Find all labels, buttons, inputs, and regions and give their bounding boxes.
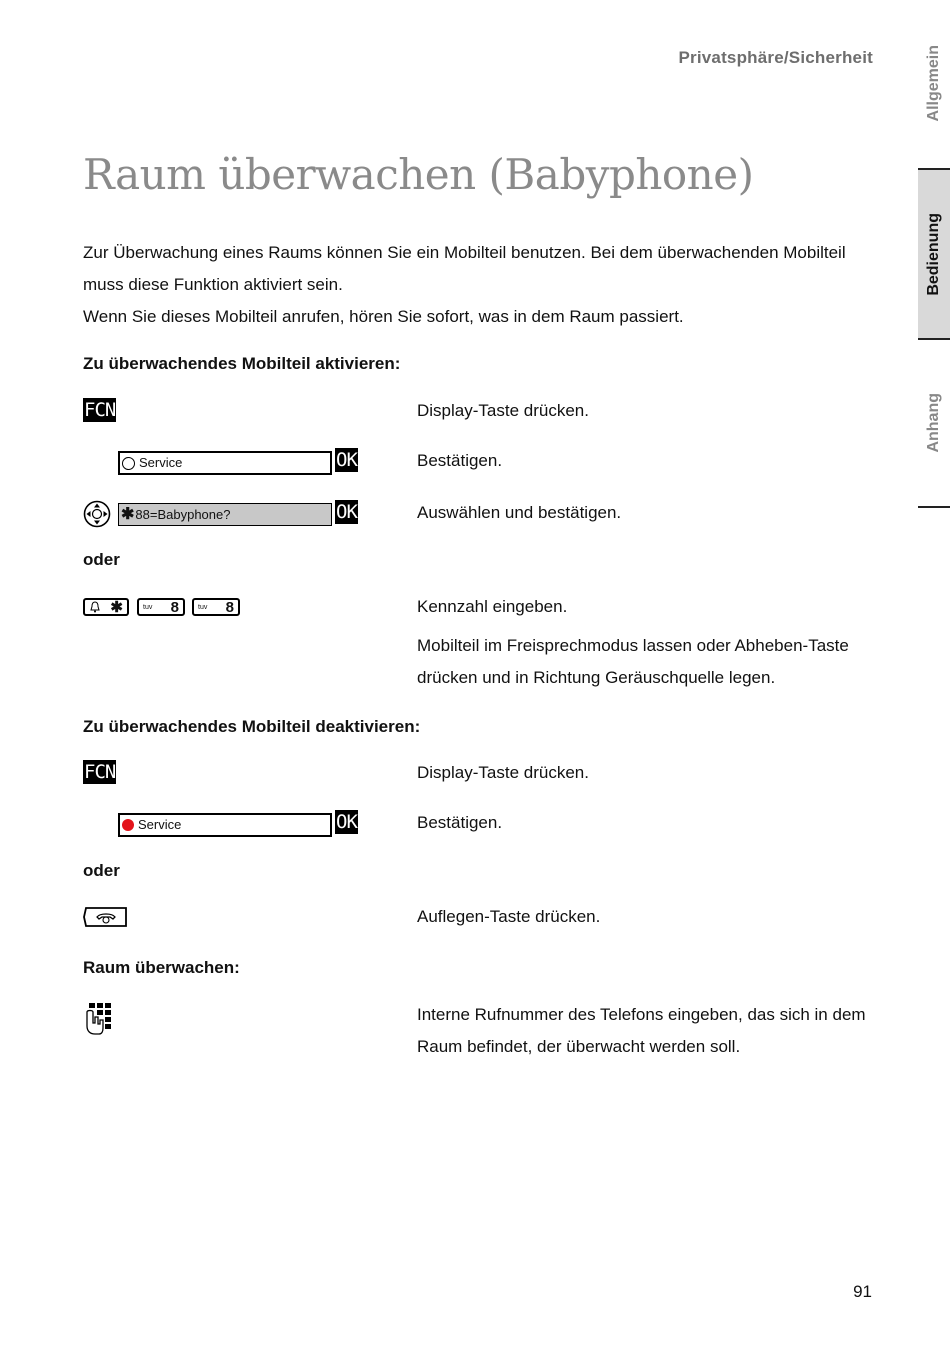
section-heading-monitor: Raum überwachen:: [83, 958, 240, 977]
circle-icon: [122, 457, 135, 470]
menu-label: Service: [139, 455, 183, 470]
running-header: Privatsphäre/Sicherheit: [678, 48, 873, 67]
digit-key-8: [192, 598, 240, 616]
step-description: Kennzahl eingeben.: [417, 597, 568, 616]
display-menu-babyphone: [118, 503, 332, 526]
section-heading-activate: Zu überwachendes Mobilteil aktivieren:: [83, 354, 401, 373]
digit-key-8: [137, 598, 185, 616]
key-letters: tuv: [198, 603, 208, 611]
fcn-key-icon: FCN: [84, 399, 116, 421]
key-digit: 8: [225, 598, 234, 616]
step-description: Bestätigen.: [417, 451, 503, 470]
step-description: Auswählen und bestätigen.: [417, 503, 622, 522]
step-description: Auflegen-Taste drücken.: [417, 907, 601, 926]
keypad-input-icon: [83, 1002, 115, 1036]
step-description: Display-Taste drücken.: [417, 763, 589, 782]
step-description: Bestätigen.: [417, 813, 503, 832]
section-heading-deactivate: Zu überwachendes Mobilteil deaktivieren:: [83, 717, 421, 736]
display-menu-service: [118, 451, 332, 475]
or-label: oder: [83, 550, 120, 569]
fcn-key-icon: FCN: [84, 761, 116, 783]
menu-label: 88=Babyphone?: [135, 506, 231, 522]
side-tab-bedienung[interactable]: [918, 170, 950, 338]
navigation-key-icon: [83, 500, 111, 528]
ok-key-icon: OK: [336, 501, 357, 523]
side-tab-allgemein[interactable]: [918, 38, 950, 128]
or-label: oder: [83, 861, 120, 880]
intro-paragraph: Zur Überwachung eines Raums können Sie ein Mobilteil benutzen. Bei dem überwachenden Mobilteil muss diese Funktion aktiviert sein.: [83, 243, 846, 294]
ok-key-icon: OK: [336, 811, 357, 833]
ok-key-icon: OK: [336, 449, 357, 471]
side-tab-label: Allgemein: [925, 44, 942, 122]
page-number: 91: [853, 1282, 872, 1301]
side-tab-label: Anhang: [925, 393, 942, 453]
step-description: Mobilteil im Freisprechmodus lassen oder Abheben-Taste drücken und in Richtung Geräuschquelle legen.: [417, 636, 849, 687]
intro-paragraph: Wenn Sie dieses Mobilteil anrufen, hören Sie sofort, was in dem Raum passiert.: [83, 307, 684, 326]
hangup-key-icon: [83, 906, 129, 928]
active-dot-icon: [122, 819, 134, 831]
star-key: [83, 598, 129, 616]
step-description: Interne Rufnummer des Telefons eingeben, das sich in dem Raum befindet, der überwacht werden soll.: [417, 1005, 866, 1056]
star-icon: ✱: [121, 505, 135, 523]
key-letters: tuv: [143, 603, 153, 611]
star-glyph: ✱: [110, 599, 123, 616]
menu-label: Service: [138, 817, 182, 832]
page-title: Raum überwachen (Babyphone): [83, 150, 754, 199]
intro-text: [83, 237, 883, 333]
step-description: Display-Taste drücken.: [417, 401, 589, 420]
side-tab-label: Bedienung: [925, 212, 942, 296]
bell-icon: [89, 601, 101, 613]
side-tab-anhang[interactable]: [918, 340, 950, 506]
side-tab-divider: [918, 506, 950, 508]
display-menu-service: [118, 813, 332, 837]
key-digit: 8: [170, 598, 179, 616]
